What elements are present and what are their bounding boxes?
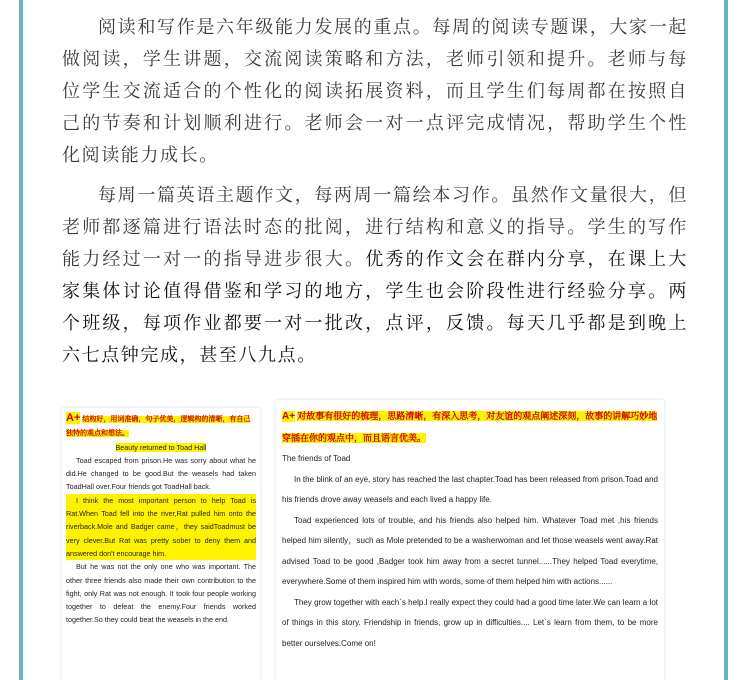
essay-image-left — [62, 408, 260, 680]
essay-left-title: Beauty returned to Toad Hall — [115, 442, 207, 452]
paragraph-writing-part2: 优秀的作文会在群内分享，在课上大家集体讨论值得借鉴和学习的地方，学生也会阶段性进行经验分享。两个班级，每项作业都要一对一批改，点评，反馈。每天几乎都是到晚上六七点钟完成，甚至八九点。 — [62, 249, 688, 366]
paragraph-reading: 阅读和写作是六年级能力发展的重点。每周的阅读专题课，大家一起做阅读，学生讲题，交流阅读策略和方法，老师引领和提升。老师与每位学生交流适合的个性化的阅读拓展资料，而且学生们每周都在按照自己的节奏和计划顺利进行。老师会一对一点评完成情况，帮助学生个性化阅读能力成长。 — [62, 17, 688, 166]
essay-right-paragraph: They grow together with each`s help.I really expect they could had a good time later.We can learn a lot of things in this story. Friendship in friends, grow up in difficulties.... Let`s learn from them, to be more better ourselves.Come on! — [282, 597, 658, 648]
essay-right-paragraph: In the blink of an eye, story has reached the last chapter.Toad has been released from prison.Toad and his friends drove away weasels and each lived a happy life. — [282, 474, 658, 504]
essay-left-header — [66, 412, 256, 441]
essay-right-comment: 对故事有很好的梳理，思路清晰，有深入思考，对友谊的观点阐述深刻，故事的讲解巧妙地穿插在你的观点中，而且语言优美。 — [282, 411, 658, 443]
essay-left-paragraph: I think the most important person to help Toad is Rat.When Toad fell into the river,Rat pulled him onto the riverback.Mole and Badger came，they saidToadmust be very clever.But Rat was pretty sober to deny them and answered don't encourage him. — [66, 494, 256, 560]
paragraph-writing — [62, 180, 688, 372]
essay-left-comment: 结构好，用词准确，句子优美，逻辑构的清晰，有自己独特的观点和想法。 — [66, 416, 251, 438]
essay-right-title: The friends of Toad — [282, 454, 351, 463]
left-frame-border — [19, 0, 23, 680]
essay-left-paragraph: Toad escaped from prison.He was sorry about what he did.He changed to be good.But the weasels had taken ToadHall over.Four friends got ToadHall back. — [66, 455, 256, 492]
essay-left-paragraph: But he was not the only one who was important. The other three friends also made their own contribution to the fight, only Rat was not enough. It took four people working together to defeat the enemy.Four friends worked together.So they could beat the weasels in the end. — [66, 562, 256, 625]
essay-right-paragraph: Toad experienced lots of trouble, and his friends also helped him. Whatever Toad met ,his friends helped him silently，such as Mole pretended to be a washerwoman and let those weasels went away.Rat advised Toad to be good ,Badger took him away from a secret tunnel......They helped Toad everytime, everywhere.Some of them inspired him with words, some of them helped him with actions...... — [282, 515, 658, 586]
essay-right-header — [282, 406, 658, 449]
right-frame-border — [724, 0, 728, 680]
essay-right-grade: A+ — [282, 411, 296, 422]
essay-left-grade: A+ — [66, 412, 81, 424]
paragraph-writing-part1: 每周一篇英语主题作文，每两周一篇绘本习作。虽然作文量很大，但老师都逐篇进行语法时态的批阅，进行结构和意义的指导。学生的写作能力经过一对一的指导进步很大。 — [62, 185, 688, 270]
essay-image-right — [276, 400, 664, 680]
article-text — [62, 12, 688, 372]
